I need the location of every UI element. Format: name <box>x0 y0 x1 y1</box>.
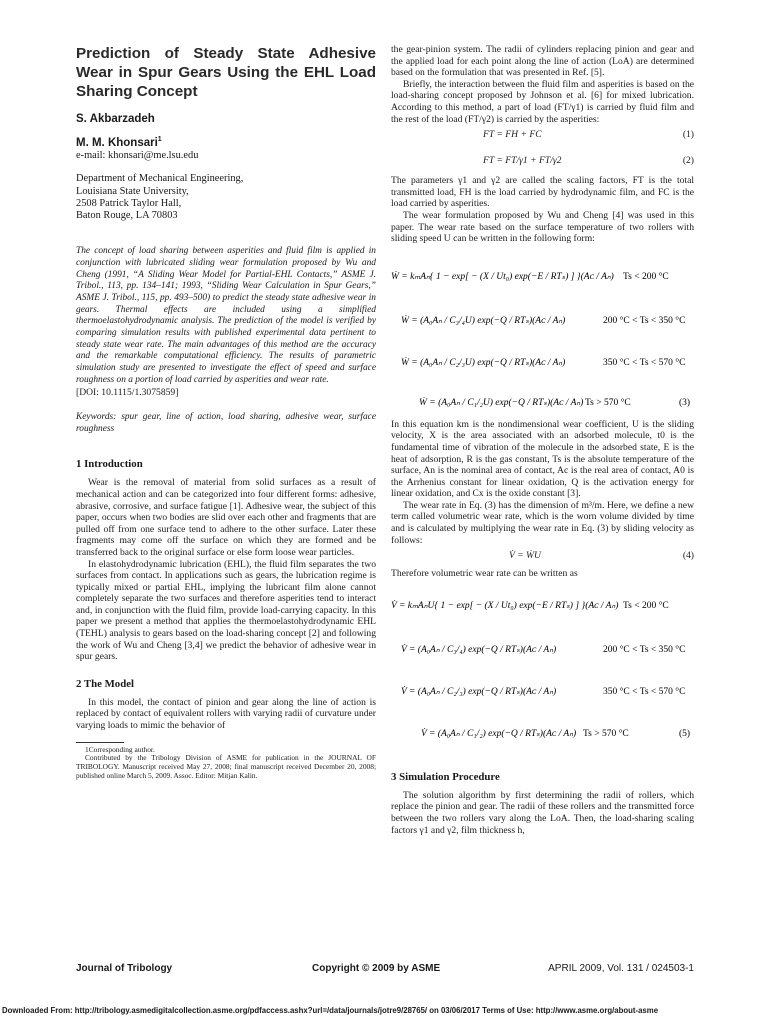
svg-text:200 °C < Ts < 350 °C: 200 °C < Ts < 350 °C <box>603 315 686 326</box>
svg-text:200 °C < Ts < 350 °C: 200 °C < Ts < 350 °C <box>603 644 686 655</box>
model-paragraph-5: The wear formulation proposed by Wu and Cheng [4] was used in this paper. The wear rate based on the surface temperature of two rollers with sliding speed U can be written in the following form: <box>391 209 694 245</box>
author-1: S. Akbarzadeh <box>76 113 155 125</box>
svg-text:Ts < 200 °C: Ts < 200 °C <box>623 271 669 282</box>
footer-copyright: Copyright © 2009 by ASME <box>312 963 441 974</box>
section-heading-simulation: 3 Simulation Procedure <box>391 770 500 783</box>
simulation-paragraph-1: The solution algorithm by first determining the radii of rollers, which replace the pinion and gear. The radii of these rollers and the transmitted force between the two rollers vary along the LoA. Then, the load-sharing scaling factors γ1 and γ2, film thickness h, <box>391 789 694 836</box>
equation-5-volumetric-wear-rate <box>391 580 694 760</box>
svg-text:350 °C < Ts < 570 °C: 350 °C < Ts < 570 °C <box>603 357 686 368</box>
section-heading-introduction: 1 Introduction <box>76 458 143 471</box>
affiliation: Department of Mechanical Engineering, Louisiana State University, 2508 Patrick Taylor Hall, Baton Rouge, LA 70803 <box>76 173 244 221</box>
equation-2: FT = FT/γ1 + FT/γ2 (2) <box>483 155 694 167</box>
keywords: Keywords: spur gear, line of action, load sharing, adhesive wear, surface roughness <box>76 412 376 434</box>
model-paragraph-8: Therefore volumetric wear rate can be written as <box>391 568 578 580</box>
abstract: The concept of load sharing between asperities and fluid film is applied in conjunction with lubricated sliding wear formulation proposed by Wu and Cheng (1991, “A Sliding Wear Model for Partial-EHL Contacts,” ASME J. Tribol., 113, pp. 134–141; 1993, “Sliding Wear Calculation in Spur Gears,” ASME J. Tribol., 115, pp. 493–500) to predict the steady state adhesive wear in gears. Thermal effects are included using a simplified thermoelastohydrodynamic analysis. The prediction of the model is verified by comparing simulation results with published experimental data pertinent to steady state wear rate. The main advantages of this method are the accuracy and the remarkable computational efficiency. The results of parametric simulation study are presented to investigate the effect of speed and surface roughness on a portion of load carried by asperities and wear rate. <box>76 246 376 385</box>
paper-title: Prediction of Steady State Adhesive Wear in Spur Gears Using the EHL Load Sharing Concept <box>76 45 376 100</box>
left-column <box>76 44 376 781</box>
svg-text:350 °C < Ts < 570 °C: 350 °C < Ts < 570 °C <box>603 686 686 697</box>
model-paragraph-2: the gear-pinion system. The radii of cylinders replacing pinion and gear and the applied load for each point along the line of action (LoA) are determined based on the formulation that was presented in Ref. [5]. <box>391 44 694 79</box>
section-heading-model: 2 The Model <box>76 677 134 690</box>
svg-text:Ts > 570 °C: Ts > 570 °C <box>583 728 629 739</box>
svg-text:Ts > 570 °C: Ts > 570 °C <box>585 397 631 408</box>
svg-text:V̇ = (A₀Aₙ / C₂/₃) exp(−Q / RT: V̇ = (A₀Aₙ / C₂/₃) exp(−Q / RTₛ)(Aᴄ / Aₙ) <box>401 686 557 697</box>
intro-paragraph-2: In elastohydrodynamic lubrication (EHL), the fluid film separates the two surfaces from contact. In applications such as gears, the lubrication regime is typically mixed or partial EHL, implying the lubricant film alone cannot completely separate the two surfaces and therefore asperities tend to interact and, in conjunction with the fluid film, provide load-carrying capacity. In this paper we present a method that applies the thermoelastohydrodynamic EHL (TEHL) analysis to gears based on the load-sharing concept [2] and following the work of Wu and Cheng [3,4] we predict the behavior of adhesive wear in spur gears. <box>76 558 376 663</box>
svg-text:Ts < 200 °C: Ts < 200 °C <box>623 600 669 611</box>
svg-text:Ẇ = (A₀Aₙ / C₃/₄U) exp(−Q / RT: Ẇ = (A₀Aₙ / C₃/₄U) exp(−Q / RTₛ)(Aᴄ / Aₙ) <box>401 315 566 326</box>
svg-text:Ẇ = kₘAₙ{ 1 − exp[ − (X / Ut₀): Ẇ = kₘAₙ{ 1 − exp[ − (X / Ut₀) exp(−E / RTₛ) ] }(Aᴄ / Aₙ) <box>391 271 614 282</box>
svg-text:Ẇ = (A₀Aₙ / C₂/₃U) exp(−Q / RT: Ẇ = (A₀Aₙ / C₂/₃U) exp(−Q / RTₛ)(Aᴄ / Aₙ) <box>401 357 566 368</box>
svg-text:(3): (3) <box>679 397 691 408</box>
svg-text:V̇ = (A₀Aₙ / C₁/₂) exp(−Q / RT: V̇ = (A₀Aₙ / C₁/₂) exp(−Q / RTₛ)(Aᴄ / Aₙ) <box>421 728 577 739</box>
footnote-rule <box>76 742 124 743</box>
doi[interactable]: [DOI: 10.1115/1.3075859] <box>76 386 179 398</box>
author-email[interactable]: e-mail: khonsari@me.lsu.edu <box>76 149 199 161</box>
equation-4: V̇ = ẆU (4) <box>509 550 694 562</box>
model-paragraph-7: The wear rate in Eq. (3) has the dimension of m³/m. Here, we define a new term called volumetric wear rate, which is the worn volume divided by time and is calculated by multiplying the wear rate in Eq. (3) by sliding velocity as follows: <box>391 499 694 546</box>
svg-text:V̇ = kₘAₙU{ 1 − exp[ − (X / Ut: V̇ = kₘAₙU{ 1 − exp[ − (X / Ut₀) exp(−E / RTₛ) ] }(Aᴄ / Aₙ) <box>391 600 619 611</box>
intro-paragraph-1: Wear is the removal of material from solid surfaces as a result of mechanical action and can be categorized into four different forms: adhesive, abrasive, corrosive, and surface fatigue [1]. Adhesive wear, the subject of this paper, occurs when two bodies are slid over each other and fragments that are pulled off from one surface tend to adhere to the other surface. Later these fragments may come off the surface on which they are formed and be transferred back to the original surface or else form loose wear particles. <box>76 477 376 558</box>
footer-issue: APRIL 2009, Vol. 131 / 024503-1 <box>548 963 694 974</box>
right-column <box>391 44 694 836</box>
equation-3-wear-rate <box>391 245 694 419</box>
svg-text:Ẇ = (A₀Aₙ / C₁/₂U) exp(−Q / RT: Ẇ = (A₀Aₙ / C₁/₂U) exp(−Q / RTₛ)(Aᴄ / Aₙ) <box>419 397 584 408</box>
model-paragraph-4: The parameters γ1 and γ2 are called the scaling factors, FT is the total transmitted load, FH is the load carried by hydrodynamic film, and FC is the load carried by asperities. <box>391 175 694 210</box>
author-2: M. M. Khonsari$^1$ <box>76 136 162 149</box>
footnote-2: Contributed by the Tribology Division of ASME for publication in the JOURNAL OF TRIBOLOGY. Manuscript received May 27, 2008; final manuscript received December 20, 2008; published online March 5, 2009. Assoc. Editor: Mitjan Kalin. <box>76 753 376 781</box>
model-paragraph-3: Briefly, the interaction between the fluid film and asperities is based on the load-sharing concept proposed by Johnson et al. [6] for mixed lubrication. According to this method, a part of load (FT/γ1) is carried by fluid film and the rest of the load (FT/γ2) is carried by the asperities: <box>391 78 694 125</box>
download-notice[interactable]: Downloaded From: http://tribology.asmedigitalcollection.asme.org/pdfaccess.ashx?url=/data/journals/jotre9/28765/ on 03/06/2017 Terms of Use: http://www.asme.org/about-asme <box>2 1006 659 1015</box>
svg-text:V̇ = (A₀Aₙ / C₃/₄) exp(−Q / RT: V̇ = (A₀Aₙ / C₃/₄) exp(−Q / RTₛ)(Aᴄ / Aₙ) <box>401 644 557 655</box>
model-paragraph-6: In this equation km is the nondimensional wear coefficient, U is the sliding velocity, X is the area associated with an adsorbed molecule, t0 is the fundamental time of vibration of the molecule in the adsorbed state, E is the heat of adsorption, R is the gas constant, Ts is the absolute temperature of the surface, An is the nominal area of contact, Ac is the real area of contact, A0 is the Arrhenius constant for linear oxidation, Q is the activation energy for linear oxidation, and Cx is the oxide constant [3]. <box>391 418 694 500</box>
footer-journal: Journal of Tribology <box>76 963 173 974</box>
equation-1: FT = FH + FC (1) <box>483 129 694 141</box>
svg-text:(5): (5) <box>679 728 691 739</box>
model-paragraph-1: In this model, the contact of pinion and gear along the line of action is replaced by contact of equivalent rollers with varying radii of curvature under varying loads to mimic the behavior of <box>76 696 376 732</box>
footnote-1: 1Corresponding author. <box>85 744 155 754</box>
